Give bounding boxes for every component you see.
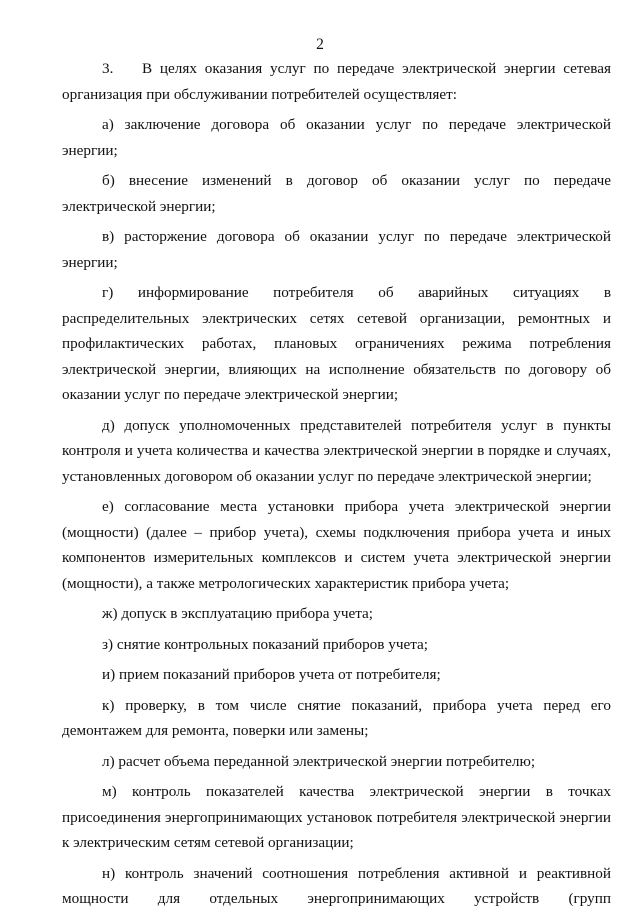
document-body: [62, 56, 611, 917]
section-number: 3.: [102, 60, 114, 77]
list-item: в) расторжение договора об оказании услуг по передаче электрической энергии;: [62, 228, 611, 271]
list-item: ж) допуск в эксплуатацию прибора учета;: [102, 605, 374, 622]
list-item: м) контроль показателей качества электрической энергии в точках присоединения энергопринимающих установок потребителя электрической энергии к электрическим сетям сетевой организации;: [62, 783, 611, 851]
list-item: н) контроль значений соотношения потребления активной и реактивной мощности для отдельных энергопринимающих устройств (групп: [62, 864, 611, 907]
list-item: к) проверку, в том числе снятие показаний, прибора учета перед его демонтажем для ремонта, поверки или замены;: [62, 696, 611, 739]
page-number: 2: [316, 36, 324, 53]
list-item: и) прием показаний приборов учета от потребителя;: [102, 666, 441, 683]
section-paragraph: [62, 56, 611, 107]
list-item: з) снятие контрольных показаний приборов учета;: [102, 635, 428, 653]
list-item: г) информирование потребителя об аварийных ситуациях в распределительных электрических сетях сетевой организации, ремонтных и профилактических работах, плановых ограничениях режима потребления электрической энергии, влияющих на исполнение обязательств по договору об оказании услуг по передаче электрической энергии;: [62, 284, 611, 403]
list-item: а) заключение договора об оказании услуг по передаче электрической энергии;: [62, 116, 611, 159]
list-item: д) допуск уполномоченных представителей потребителя услуг в пункты контроля и учета количества и качества электрической энергии в порядке и случаях, установленных договором об оказании услуг по передаче электрической энергии;: [62, 416, 611, 485]
section-intro: В целях оказания услуг по передаче электрической энергии сетевая организация при обслуживании потребителей осуществляет:: [62, 60, 611, 103]
list-item: б) внесение изменений в договор об оказании услуг по передаче электрической энергии;: [62, 172, 611, 215]
list-item: л) расчет объема переданной электрической энергии потребителю;: [102, 752, 536, 770]
list-item: е) согласование места установки прибора учета электрической энергии (мощности) (далее – прибор учета), схемы подключения прибора учета и иных компонентов измерительных комплексов и систем учета электрической энергии (мощности), а также метрологических характеристик прибора учета;: [62, 498, 611, 592]
